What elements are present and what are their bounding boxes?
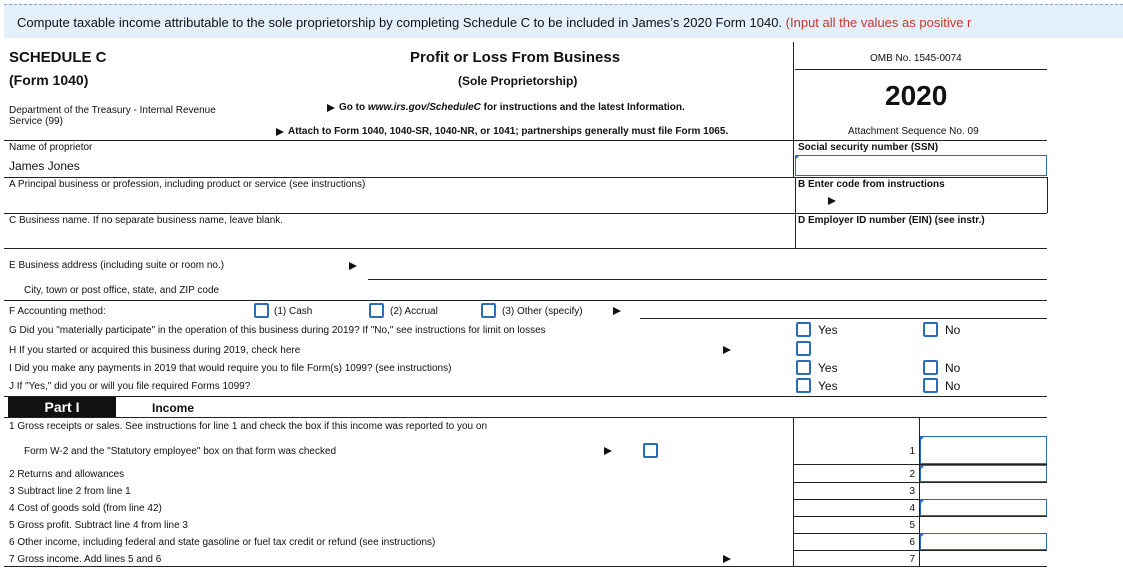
schedule-title: SCHEDULE C bbox=[9, 49, 107, 66]
arrow-icon bbox=[604, 447, 612, 455]
line-2-label: 2 Returns and allowances bbox=[9, 469, 125, 480]
line-i-label: I Did you make any payments in 2019 that would require you to file Form(s) 1099? (see instructions) bbox=[9, 363, 452, 374]
goto-instructions: Go to www.irs.gov/ScheduleC for instructions and the latest Information. bbox=[339, 102, 685, 113]
line-4-label: 4 Cost of goods sold (from line 42) bbox=[9, 503, 162, 514]
proprietor-label: Name of proprietor bbox=[9, 142, 93, 153]
arrow-icon bbox=[613, 307, 621, 315]
part-label: Part I bbox=[8, 397, 116, 417]
line-number: 6 bbox=[909, 537, 915, 548]
line-number: 4 bbox=[909, 503, 915, 514]
j-yes-label: Yes bbox=[818, 379, 838, 393]
line-number: 7 bbox=[909, 554, 915, 565]
line-6-label: 6 Other income, including federal and state gasoline or fuel tax credit or refund (see instructions) bbox=[9, 537, 436, 548]
other-method-label: (3) Other (specify) bbox=[502, 306, 583, 317]
h-checkbox[interactable] bbox=[796, 341, 811, 356]
accrual-label: (2) Accrual bbox=[390, 306, 438, 317]
arrow-icon bbox=[276, 128, 284, 136]
line-4-input[interactable] bbox=[920, 499, 1047, 516]
line-a-label: A Principal business or profession, including product or service (see instructions) bbox=[9, 179, 366, 190]
part-title: Income bbox=[152, 401, 195, 415]
line-g-label: G Did you "materially participate" in the operation of this business during 2019? If "No," see instructions for limit on losses bbox=[9, 325, 546, 336]
omb-number: OMB No. 1545-0074 bbox=[870, 53, 962, 64]
g-yes-checkbox[interactable] bbox=[796, 322, 811, 337]
line-6-input[interactable] bbox=[920, 533, 1047, 550]
i-yes-checkbox[interactable] bbox=[796, 360, 811, 375]
line-number: 3 bbox=[909, 486, 915, 497]
proprietor-name: James Jones bbox=[9, 159, 80, 173]
instruction-banner bbox=[4, 4, 1123, 38]
department: Department of the Treasury - Internal Revenue Service (99) bbox=[9, 105, 216, 127]
line-j-label: J If "Yes," did you or will you file required Forms 1099? bbox=[9, 381, 251, 392]
city-label: City, town or post office, state, and ZIP code bbox=[24, 285, 220, 296]
other-method-checkbox[interactable] bbox=[481, 303, 496, 318]
accrual-checkbox[interactable] bbox=[369, 303, 384, 318]
line-number: 1 bbox=[909, 446, 915, 457]
g-no-checkbox[interactable] bbox=[923, 322, 938, 337]
statutory-employee-checkbox[interactable] bbox=[643, 443, 658, 458]
j-yes-checkbox[interactable] bbox=[796, 378, 811, 393]
line-b-label: B Enter code from instructions bbox=[798, 179, 945, 190]
attachment-sequence: Attachment Sequence No. 09 bbox=[848, 126, 979, 137]
irs-link[interactable]: www.irs.gov/ScheduleC bbox=[367, 102, 481, 113]
attach-note: Attach to Form 1040, 1040-SR, 1040-NR, or 1041; partnerships generally must file Form 1065. bbox=[288, 126, 729, 137]
arrow-icon bbox=[349, 262, 357, 270]
form-subtitle: (Sole Proprietorship) bbox=[458, 74, 578, 88]
line-7-label: 7 Gross income. Add lines 5 and 6 bbox=[9, 554, 162, 565]
line-1-input[interactable] bbox=[920, 436, 1047, 464]
line-number: 2 bbox=[909, 469, 915, 480]
line-h-label: H If you started or acquired this business during 2019, check here bbox=[9, 345, 301, 356]
j-no-label: No bbox=[945, 379, 961, 393]
form-title: Profit or Loss From Business bbox=[410, 49, 621, 66]
i-no-label: No bbox=[945, 361, 961, 375]
form-number: (Form 1040) bbox=[9, 72, 89, 88]
arrow-icon bbox=[327, 104, 335, 112]
arrow-icon bbox=[723, 555, 731, 563]
line-3-label: 3 Subtract line 2 from line 1 bbox=[9, 486, 131, 497]
i-yes-label: Yes bbox=[818, 361, 838, 375]
line-2-input[interactable] bbox=[920, 465, 1047, 482]
line-1b-label: Form W-2 and the "Statutory employee" box on that form was checked bbox=[24, 446, 337, 457]
ssn-input[interactable] bbox=[795, 155, 1047, 176]
ssn-label: Social security number (SSN) bbox=[798, 142, 939, 153]
instruction-note: (Input all the values as positive r bbox=[785, 15, 972, 30]
instruction-text: Compute taxable income attributable to the sole proprietorship by completing Schedule C to be included in James’s 2020 Form 1040. (Input all the values as positive r bbox=[17, 15, 972, 30]
line-5-label: 5 Gross profit. Subtract line 4 from line 3 bbox=[9, 520, 188, 531]
g-no-label: No bbox=[945, 323, 961, 337]
g-yes-label: Yes bbox=[818, 323, 838, 337]
line-1a-label: 1 Gross receipts or sales. See instructions for line 1 and check the box if this income was reported to you on bbox=[9, 421, 488, 432]
line-e-label: E Business address (including suite or room no.) bbox=[9, 260, 225, 271]
j-no-checkbox[interactable] bbox=[923, 378, 938, 393]
cash-label: (1) Cash bbox=[274, 306, 313, 317]
line-number: 5 bbox=[909, 520, 915, 531]
tax-year: 2020 bbox=[885, 80, 948, 111]
line-d-label: D Employer ID number (EIN) (see instr.) bbox=[798, 215, 985, 226]
line-c-label: C Business name. If no separate business name, leave blank. bbox=[9, 215, 284, 226]
i-no-checkbox[interactable] bbox=[923, 360, 938, 375]
arrow-icon bbox=[828, 197, 836, 205]
cash-checkbox[interactable] bbox=[254, 303, 269, 318]
arrow-icon bbox=[723, 346, 731, 354]
line-f-label: F Accounting method: bbox=[9, 306, 106, 317]
